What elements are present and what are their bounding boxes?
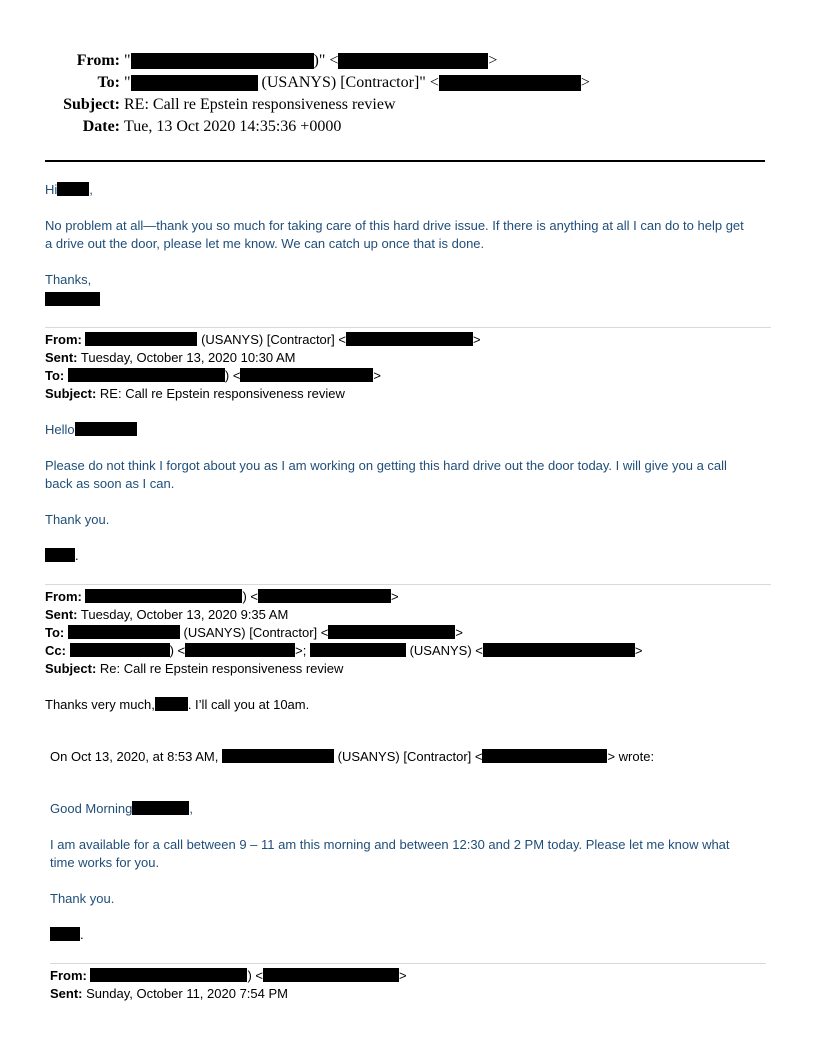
msg2-subject-row: Subject: RE: Call re Epstein responsiveness review [45, 386, 345, 401]
redaction-block [328, 625, 455, 639]
header-date-row [0, 116, 816, 138]
header-date-value: Tue, 13 Oct 2020 14:35:36 +0000 [124, 118, 342, 135]
header-subject-row [0, 94, 816, 116]
msg2-thanks: Thank you. [45, 512, 110, 527]
redaction-block [57, 182, 89, 196]
redaction-block [68, 368, 225, 382]
quote-signature: . [50, 926, 84, 944]
header-to-row [0, 72, 816, 94]
msg2-paragraph-line1: Please do not think I forgot about you as I am working on getting this hard drive out the door today. I will give you a call [45, 458, 727, 473]
msg3-cc-row: Cc: ) < >; (USANYS) < > [45, 643, 643, 658]
redaction-block [75, 422, 137, 436]
redaction-block [45, 548, 75, 562]
header-to-mid: (USANYS) [Contractor]" < [257, 74, 439, 91]
redaction-block [338, 53, 488, 69]
msg3-to-row: To: (USANYS) [Contractor] < > [45, 625, 463, 640]
header-date-label: Date: [82, 118, 120, 135]
redaction-block [131, 75, 258, 91]
redaction-block [240, 368, 373, 382]
header-subject-label: Subject: [63, 96, 120, 113]
redaction-block [131, 53, 314, 69]
message-divider [50, 963, 766, 964]
quote-attribution: On Oct 13, 2020, at 8:53 AM, (USANYS) [Contractor] < > wrote: [50, 749, 655, 764]
redaction-block [70, 643, 170, 657]
msg2-greeting-line: Hello [45, 421, 137, 439]
header-to-label: To: [97, 74, 120, 91]
msg3-subject-row: Subject: Re: Call re Epstein responsiveness review [45, 661, 344, 676]
msg2-signature: . [45, 547, 79, 565]
header-from-row [0, 50, 816, 72]
redaction-block [85, 332, 197, 346]
msg4-from-row: From: ) < > [50, 968, 407, 983]
msg2-paragraph-line2: back as soon as I can. [45, 476, 175, 491]
msg1-thanks: Thanks, [45, 272, 92, 287]
msg3-body-line: Thanks very much, . I’ll call you at 10am. [45, 697, 310, 712]
redaction-block [258, 589, 391, 603]
msg4-sent-row: Sent: Sunday, October 11, 2020 7:54 PM [50, 986, 288, 1001]
msg2-to-row: To: ) < > [45, 368, 382, 383]
msg2-sent-row: Sent: Tuesday, October 13, 2020 10:30 AM [45, 350, 296, 365]
redaction-block [310, 643, 406, 657]
redaction-block [346, 332, 473, 346]
msg1-paragraph-line1: No problem at all—thank you so much for taking care of this hard drive issue. If there is anything at all I can do to help get [45, 218, 744, 233]
header-subject-value: RE: Call re Epstein responsiveness review [124, 96, 396, 113]
quote-thanks: Thank you. [50, 891, 115, 906]
redaction-block [68, 625, 180, 639]
msg3-from-row: From: ) < > [45, 589, 399, 604]
redaction-block [132, 801, 189, 815]
quote-mark: " [124, 52, 131, 69]
quote-paragraph-line1: I am available for a call between 9 – 11 am this morning and between 12:30 and 2 PM today. Please let me know what [50, 837, 730, 852]
header-from-sep: )" < [313, 52, 339, 69]
redaction-block [50, 927, 80, 941]
redaction-block [90, 968, 247, 982]
message-divider [45, 327, 771, 328]
redaction-block [482, 749, 607, 763]
msg3-sent-row: Sent: Tuesday, October 13, 2020 9:35 AM [45, 607, 289, 622]
msg1-greeting: Hi [45, 182, 58, 197]
message-divider [45, 584, 771, 585]
msg1-greeting-line: Hi , [45, 182, 93, 197]
header-divider [45, 160, 765, 162]
header-to-end: > [580, 74, 590, 91]
redaction-block [263, 968, 399, 982]
header-from-label: From: [76, 52, 120, 69]
redaction-block [85, 589, 242, 603]
header-from-end: > [488, 52, 498, 69]
msg1-paragraph-line2: a drive out the door, please let me know. We can catch up once that is done. [45, 236, 485, 251]
redaction-block [185, 643, 295, 657]
redaction-block [483, 643, 635, 657]
redaction-block [155, 697, 188, 711]
msg2-from-row: From: (USANYS) [Contractor] < > [45, 332, 481, 347]
quote-paragraph-line2: time works for you. [50, 855, 160, 870]
redaction-block [222, 749, 334, 763]
quote-mark: " [124, 74, 131, 91]
signature-redaction [45, 292, 100, 306]
email-header [0, 50, 816, 138]
quote-greeting-line: Good Morning , [50, 801, 194, 816]
redaction-block [439, 75, 581, 91]
